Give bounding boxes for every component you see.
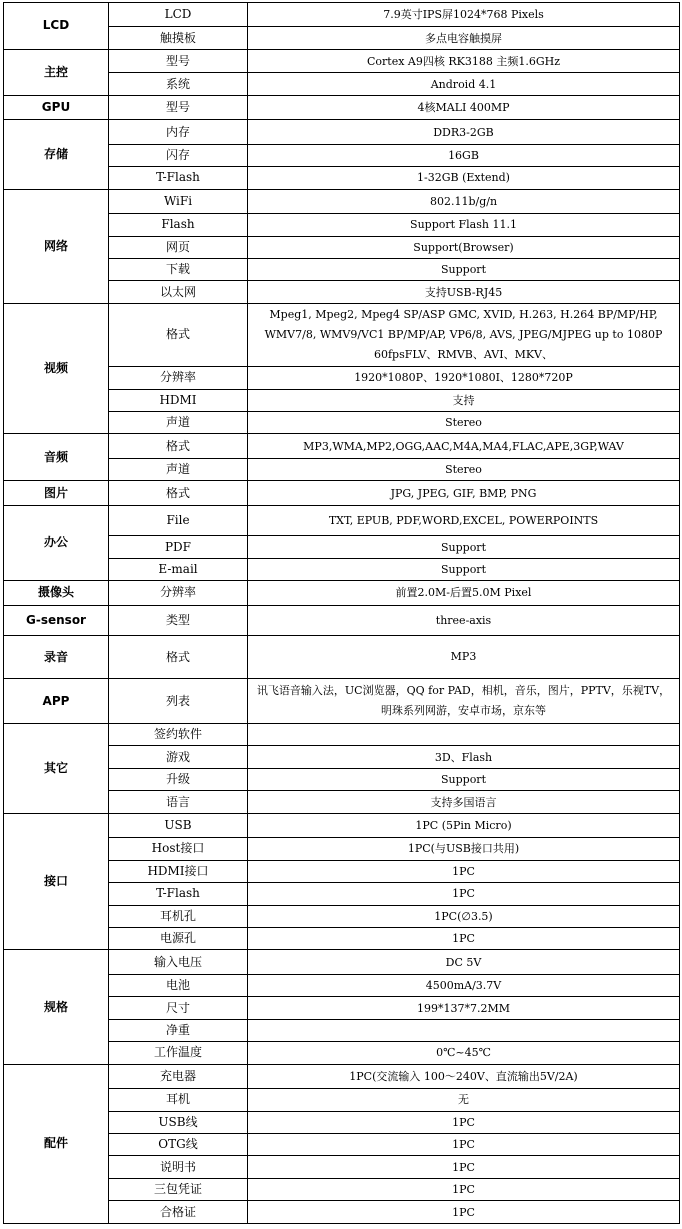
spec-row (4, 434, 680, 458)
spec-key-cell: 三包凭证 (109, 1178, 248, 1200)
spec-key-cell: T-Flash (109, 883, 248, 905)
spec-key-cell: HDMI接口 (109, 860, 248, 882)
spec-value-cell: Android 4.1 (248, 73, 680, 95)
spec-row (4, 813, 680, 837)
spec-value-cell: Stereo (248, 411, 680, 433)
spec-key-cell: 格式 (109, 434, 248, 458)
spec-row (4, 723, 680, 745)
spec-key-cell: Host接口 (109, 838, 248, 860)
category-cell: 规格 (4, 950, 109, 1064)
spec-key-cell: 列表 (109, 679, 248, 724)
spec-value-cell: Support(Browser) (248, 236, 680, 258)
spec-row (4, 636, 680, 679)
spec-row (4, 481, 680, 505)
spec-value-cell: DDR3-2GB (248, 120, 680, 144)
spec-key-cell: 以太网 (109, 281, 248, 303)
spec-value-cell: JPG, JPEG, GIF, BMP, PNG (248, 481, 680, 505)
spec-value-cell (248, 1019, 680, 1041)
spec-key-cell: 类型 (109, 605, 248, 636)
spec-key-cell: PDF (109, 536, 248, 558)
spec-value-cell: 3D、Flash (248, 746, 680, 768)
spec-value-cell: 无 (248, 1089, 680, 1111)
spec-value-cell: 1PC(与USB接口共用) (248, 838, 680, 860)
spec-row (4, 605, 680, 636)
spec-key-cell: HDMI (109, 389, 248, 411)
spec-value-cell: 1PC (248, 1201, 680, 1224)
spec-value-cell: 1PC (5Pin Micro) (248, 813, 680, 837)
spec-key-cell: 充电器 (109, 1064, 248, 1088)
spec-value-cell: 讯飞语音输入法，UC浏览器，QQ for PAD，相机，音乐，图片，PPTV，乐视TV，明珠系列网游，安卓市场，京东等 (248, 679, 680, 724)
spec-key-cell: 网页 (109, 236, 248, 258)
spec-value-cell: Stereo (248, 458, 680, 480)
spec-key-cell: 分辨率 (109, 367, 248, 389)
spec-value-cell: 前置2.0M-后置5.0M Pixel (248, 581, 680, 605)
spec-key-cell: 内存 (109, 120, 248, 144)
category-cell: 存储 (4, 120, 109, 189)
spec-row (4, 49, 680, 72)
category-cell: 摄像头 (4, 581, 109, 605)
spec-key-cell: 游戏 (109, 746, 248, 768)
spec-key-cell: WiFi (109, 189, 248, 213)
spec-key-cell: 系统 (109, 73, 248, 95)
spec-value-cell: three-axis (248, 605, 680, 636)
spec-key-cell: 声道 (109, 458, 248, 480)
spec-value-cell: 1PC (248, 1111, 680, 1133)
category-cell: 视频 (4, 303, 109, 434)
spec-row (4, 120, 680, 144)
spec-key-cell: 尺寸 (109, 997, 248, 1019)
spec-key-cell: OTG线 (109, 1133, 248, 1155)
spec-row (4, 950, 680, 974)
spec-row (4, 3, 680, 27)
spec-key-cell: 电池 (109, 974, 248, 996)
spec-value-cell: Support (248, 258, 680, 280)
spec-value-cell: Support Flash 11.1 (248, 214, 680, 236)
spec-key-cell: 升级 (109, 768, 248, 790)
spec-value-cell: Mpeg1, Mpeg2, Mpeg4 SP/ASP GMC, XVID, H.263, H.264 BP/MP/HP, WMV7/8, WMV9/VC1 BP/MP/AP, VP6/8, AVS, JPEG/MJPEG up to 1080P 60fpsFLV、RMVB、AVI、MKV、 (248, 303, 680, 366)
spec-key-cell: T-Flash (109, 167, 248, 189)
spec-value-cell: MP3,WMA,MP2,OGG,AAC,M4A,MA4,FLAC,APE,3GP,WAV (248, 434, 680, 458)
spec-key-cell: USB线 (109, 1111, 248, 1133)
spec-value-cell: 1PC(∅3.5) (248, 905, 680, 927)
spec-key-cell: 耳机 (109, 1089, 248, 1111)
spec-key-cell: 触摸板 (109, 27, 248, 49)
spec-row (4, 581, 680, 605)
spec-key-cell: 格式 (109, 481, 248, 505)
spec-value-cell: Cortex A9四核 RK3188 主频1.6GHz (248, 49, 680, 72)
spec-key-cell: LCD (109, 3, 248, 27)
spec-value-cell: Support (248, 558, 680, 580)
spec-key-cell: 耳机孔 (109, 905, 248, 927)
spec-value-cell: 4核MALI 400MP (248, 95, 680, 119)
spec-key-cell: 净重 (109, 1019, 248, 1041)
spec-key-cell: 合格证 (109, 1201, 248, 1224)
spec-key-cell: 语言 (109, 791, 248, 813)
spec-key-cell: 格式 (109, 303, 248, 366)
spec-value-cell: 支持USB-RJ45 (248, 281, 680, 303)
spec-value-cell: 1PC(交流输入 100～240V、直流输出5V/2A) (248, 1064, 680, 1088)
spec-key-cell: 签约软件 (109, 723, 248, 745)
spec-value-cell: DC 5V (248, 950, 680, 974)
spec-value-cell: Support (248, 536, 680, 558)
spec-value-cell: 1-32GB (Extend) (248, 167, 680, 189)
category-cell: 其它 (4, 723, 109, 813)
category-cell: G-sensor (4, 605, 109, 636)
spec-row (4, 505, 680, 536)
spec-value-cell: 1PC (248, 883, 680, 905)
spec-key-cell: E-mail (109, 558, 248, 580)
category-cell: 主控 (4, 49, 109, 95)
spec-value-cell: 4500mA/3.7V (248, 974, 680, 996)
spec-key-cell: 声道 (109, 411, 248, 433)
spec-row (4, 679, 680, 724)
category-cell: 接口 (4, 813, 109, 950)
spec-row (4, 95, 680, 119)
spec-key-cell: 说明书 (109, 1156, 248, 1178)
spec-value-cell: 1PC (248, 860, 680, 882)
spec-row (4, 1064, 680, 1088)
spec-value-cell: MP3 (248, 636, 680, 679)
spec-value-cell: 199*137*7.2MM (248, 997, 680, 1019)
spec-value-cell: 7.9英寸IPS屏1024*768 Pixels (248, 3, 680, 27)
spec-key-cell: 下载 (109, 258, 248, 280)
category-cell: 网络 (4, 189, 109, 303)
category-cell: LCD (4, 3, 109, 50)
spec-value-cell: Support (248, 768, 680, 790)
category-cell: 音频 (4, 434, 109, 481)
spec-table (3, 2, 680, 1224)
spec-value-cell: 支持 (248, 389, 680, 411)
spec-row (4, 189, 680, 213)
spec-row (4, 303, 680, 366)
category-cell: 配件 (4, 1064, 109, 1223)
spec-key-cell: 输入电压 (109, 950, 248, 974)
spec-value-cell: 支持多国语言 (248, 791, 680, 813)
spec-value-cell: 1PC (248, 927, 680, 949)
spec-value-cell: TXT, EPUB, PDF,WORD,EXCEL, POWERPOINTS (248, 505, 680, 536)
category-cell: 录音 (4, 636, 109, 679)
spec-key-cell: 工作温度 (109, 1042, 248, 1064)
spec-table-body (4, 3, 680, 1224)
spec-key-cell: USB (109, 813, 248, 837)
spec-value-cell: 802.11b/g/n (248, 189, 680, 213)
spec-value-cell: 1PC (248, 1156, 680, 1178)
category-cell: 图片 (4, 481, 109, 505)
spec-value-cell (248, 723, 680, 745)
spec-value-cell: 1920*1080P、1920*1080I、1280*720P (248, 367, 680, 389)
category-cell: APP (4, 679, 109, 724)
spec-key-cell: 分辨率 (109, 581, 248, 605)
spec-key-cell: File (109, 505, 248, 536)
spec-value-cell: 0℃~45℃ (248, 1042, 680, 1064)
spec-key-cell: 型号 (109, 49, 248, 72)
spec-key-cell: 格式 (109, 636, 248, 679)
spec-key-cell: 闪存 (109, 144, 248, 166)
spec-key-cell: Flash (109, 214, 248, 236)
spec-value-cell: 1PC (248, 1133, 680, 1155)
spec-key-cell: 电源孔 (109, 927, 248, 949)
spec-value-cell: 多点电容触摸屏 (248, 27, 680, 49)
spec-value-cell: 1PC (248, 1178, 680, 1200)
spec-key-cell: 型号 (109, 95, 248, 119)
category-cell: 办公 (4, 505, 109, 580)
category-cell: GPU (4, 95, 109, 119)
spec-value-cell: 16GB (248, 144, 680, 166)
